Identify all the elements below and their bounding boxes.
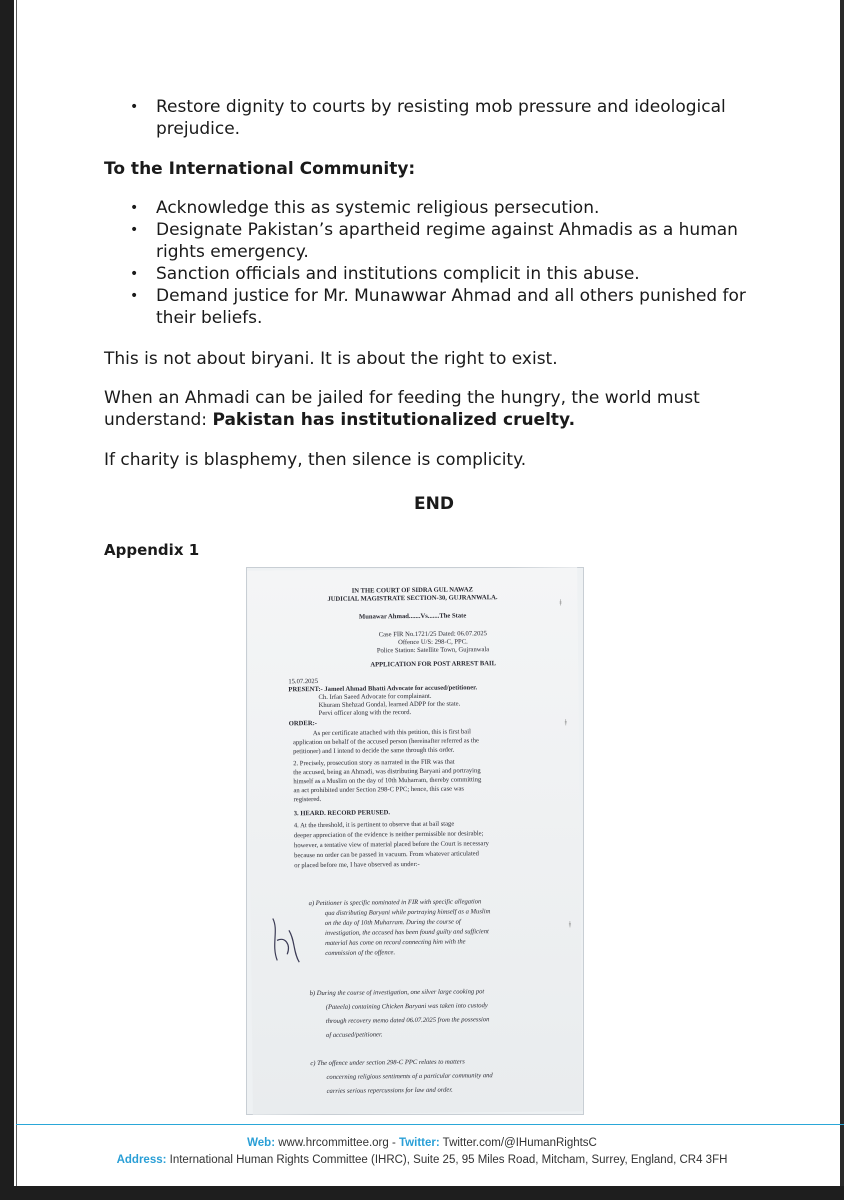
scan-text-line: a) Petitioner is specific nominated in FIR with specific allegation	[308, 898, 482, 908]
scan-text-line: c) The offence under section 298-C PPC relates to matters	[310, 1058, 465, 1068]
footer-address	[0, 1153, 844, 1167]
scan-text-line: material has come on record connecting him with the	[325, 938, 466, 947]
paragraph-emphasis: Pakistan has institutionalized cruelty.	[212, 410, 576, 430]
scan-text-line: the accused, being an Ahmadi, was distributing Baryani and portraying	[293, 767, 481, 777]
paragraph: If charity is blasphemy, then silence is complicity.	[104, 450, 527, 470]
scan-text-line: an act prohibited under Section 298-C PPC; hence, this case was	[293, 785, 464, 795]
section-heading: To the International Community:	[104, 159, 416, 179]
scan-text-line: Case FIR No.1721/25 Dated: 06.07.2025	[378, 630, 487, 639]
page-frame-line	[16, 0, 17, 1200]
page-frame-bottom	[0, 1186, 844, 1200]
scan-text-line: 3. HEARD. RECORD PERUSED.	[293, 809, 391, 818]
scan-text-line: Khuram Shehzad Gondal, learned ADPP for the state.	[318, 700, 461, 710]
footer-web	[0, 1136, 844, 1150]
footer-twitter-label: Twitter:	[399, 1137, 440, 1149]
scan-text-line: (Pateela) containing Chicken Baryani was taken into custody	[325, 1002, 488, 1011]
paragraph-text: When an Ahmadi can be jailed for feeding the hungry, the world must understand:	[104, 388, 700, 430]
scan-text-line: of accused/petitioner.	[325, 1031, 383, 1039]
paragraph	[104, 387, 764, 431]
margin-mark-icon: ǂ	[568, 919, 572, 930]
scan-text-line: PRESENT:- Jameel Ahmad Bhatti Advocate for accused/petitioner.	[288, 684, 478, 694]
end-label: END	[414, 494, 454, 514]
scan-text-line: deeper appreciation of the evidence is neither permissible nor desirable;	[293, 830, 484, 840]
scan-text-line: petitioner) and I intend to decide the same through this order.	[293, 746, 455, 756]
scan-text-line: Police Station: Satellite Town, Gujranwala	[376, 646, 490, 655]
scan-text-line: however, a tentative view of material placed before the Court is necessary	[294, 840, 489, 850]
appendix-scan-image	[246, 567, 584, 1115]
footer-web-label: Web:	[247, 1137, 276, 1149]
scan-text-line: investigation, the accused has been found guilty and sufficient	[324, 928, 489, 937]
scan-text-line: 4. At the threshold, it is pertinent to observe that at bail stage	[293, 820, 455, 830]
footer-address-value: International Human Rights Committee (IHRC), Suite 25, 95 Miles Road, Mitcham, Surrey, England, CR4 3FH	[166, 1154, 728, 1166]
scan-text-line: himself as a Muslim on the day of 10th Muharram, thereby committing	[293, 776, 482, 786]
list-item: • Restore dignity to courts by resisting mob pressure and ideological prejudice.	[104, 96, 764, 140]
scan-text-line: because no order can be passed in vacuum. From whatever articulated	[294, 850, 479, 860]
page-frame-left	[0, 0, 14, 1200]
scan-text-line: ORDER:-	[288, 720, 318, 728]
page-frame-right	[840, 0, 844, 1200]
scan-text-line: Ch. Irfan Saeed Advocate for complainant.	[318, 692, 432, 702]
scan-text-line: registered.	[293, 795, 322, 804]
footer-twitter-link[interactable]: Twitter.com/@IHumanRightsC	[439, 1137, 597, 1149]
footer-divider	[16, 1124, 844, 1125]
footer-address-label: Address:	[116, 1154, 167, 1166]
list-item: • Demand justice for Mr. Munawwar Ahmad and all others punished for their beliefs.	[104, 285, 764, 329]
scan-text-line: 15.07.2025	[288, 678, 319, 686]
signature-icon	[265, 910, 306, 970]
bullet-list-international	[104, 197, 764, 329]
scan-text-line: carries serious repercussions for law and order.	[326, 1086, 453, 1095]
footer-web-link[interactable]: www.hrcommittee.org -	[275, 1137, 400, 1149]
scan-text-line: IN THE COURT OF SIDRA GUL NAWAZ	[351, 586, 474, 595]
margin-mark-icon: ǂ	[559, 597, 562, 608]
scan-text-line: Munawar Ahmad.......Vs.......The State	[358, 612, 467, 621]
list-item: • Sanction officials and institutions complicit in this abuse.	[104, 263, 764, 285]
scan-text-line: commission of the offence.	[325, 949, 396, 957]
scan-text-line: Offence U/S: 298-C, PPC.	[398, 638, 468, 647]
scan-text-line: Pervi officer along with the record.	[318, 709, 412, 718]
scan-text-line: JUDICIAL MAGISTRATE SECTION-30, GUJRANWALA.	[327, 594, 498, 603]
scan-text-line: qua distributing Baryani while portraying himself as a Muslim	[324, 908, 491, 917]
bullet-list-top	[104, 96, 764, 140]
scan-text-line: As per certificate attached with this petition, this is first bail	[312, 728, 471, 738]
list-item: • Designate Pakistan’s apartheid regime against Ahmadis as a human rights emergency.	[104, 219, 764, 263]
scan-text-line: through recovery memo dated 06.07.2025 from the possession	[325, 1016, 490, 1025]
scan-text-line: on the day of 10th Muharram. During the course of	[324, 918, 461, 927]
scan-text-line: or placed before me, I have observed as under:-	[294, 860, 420, 870]
scan-text-line: b) During the course of investigation, one silver large cooking pot	[309, 988, 485, 998]
margin-mark-icon: ǂ	[564, 717, 568, 728]
appendix-title: Appendix 1	[104, 541, 200, 559]
list-item: • Acknowledge this as systemic religious persecution.	[104, 197, 764, 219]
scan-text-line: application on behalf of the accused person (hereinafter referred as the	[292, 737, 479, 747]
scan-text-line: concerning religious sentiments of a particular community and	[326, 1072, 493, 1081]
paragraph: This is not about biryani. It is about the right to exist.	[104, 349, 558, 369]
scan-text-line: 2. Precisely, prosecution story as narrated in the FIR was that	[293, 758, 455, 768]
scanned-court-order	[247, 567, 583, 1114]
scan-text-line: APPLICATION FOR POST ARREST BAIL	[370, 660, 497, 669]
document-body	[104, 96, 764, 561]
